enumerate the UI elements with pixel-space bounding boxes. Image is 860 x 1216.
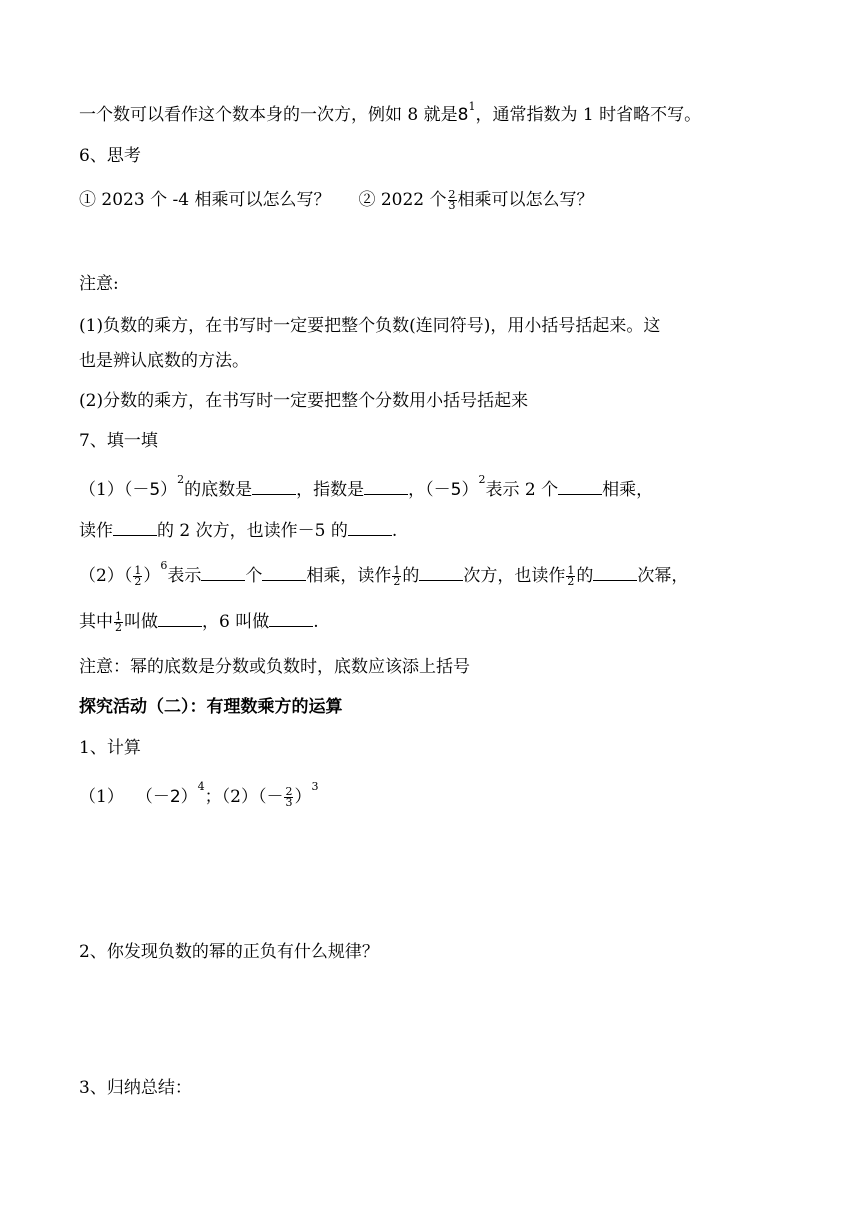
- heading-fill-in: 7、填一填: [79, 431, 158, 451]
- answer-blank[interactable]: [252, 480, 296, 495]
- answer-blank[interactable]: [113, 521, 157, 536]
- line-think-questions: [79, 190, 594, 211]
- answer-blank[interactable]: [593, 566, 637, 581]
- heading-think: 6、思考: [79, 146, 141, 166]
- power-base: 8: [457, 105, 469, 125]
- power-exponent: 1: [468, 100, 476, 113]
- question-6-1: ① 2023 个 -4 相乘可以怎么写？: [79, 190, 331, 210]
- answer-blank[interactable]: [262, 566, 306, 581]
- question-6-2: ② 2022 个 $\frac{2}{3}$ 相乘可以怎么写？: [358, 188, 594, 212]
- fraction-two-thirds: $\frac{2}{3}$: [285, 785, 293, 809]
- fraction-one-half: $\frac{1}{2}$: [393, 564, 401, 588]
- note-1-line-1: (1)负数的乘方，在书写时一定要把整个负数(连同符号)，用小括号括起来。这: [79, 316, 661, 336]
- note-label: 注意:: [79, 274, 119, 294]
- answer-blank[interactable]: [364, 480, 408, 495]
- fraction-two-thirds: $\frac{2}{3}$: [448, 188, 456, 212]
- fraction-one-half: $\frac{1}{2}$: [567, 564, 575, 588]
- answer-blank[interactable]: [201, 566, 245, 581]
- fill-1-line-2: 读作 的 2 次方，也读作－5 的 .: [79, 521, 398, 541]
- section-heading-activity-2: 探究活动（二）：有理数乘方的运算: [79, 697, 343, 717]
- answer-blank[interactable]: [419, 566, 463, 581]
- answer-blank[interactable]: [158, 612, 202, 627]
- fill-1-line-1: $(1)(-5)^2$的底数是 ，指数是 ，$(-5)^2$表示 2 个 相乘，: [79, 473, 654, 500]
- fill-2-line-2: 其中 $\frac{1}{2}$ 叫做 ，6 叫做 .: [79, 610, 319, 634]
- fill-2-line-1: （2）（ $\frac{1}{2}$ ）$^6$表示 个 相乘，读作 $\frac{1}{2}$ 的 次方，也读作 $\frac{1}{2}$ 的 次幂，: [79, 559, 689, 588]
- answer-blank[interactable]: [558, 480, 602, 495]
- note-3: 注意：幂的底数是分数或负数时，底数应该添上括号: [79, 657, 470, 677]
- question-pattern: 2、你发现负数的幂的正负有什么规律？: [79, 942, 379, 962]
- answer-blank[interactable]: [348, 521, 392, 536]
- fraction-one-half: $\frac{1}{2}$: [115, 610, 122, 634]
- line-first-power: 一个数可以看作这个数本身的一次方，例如 8 就是$8^1$，通常指数为 1 时省略不写。: [79, 100, 702, 125]
- answer-blank[interactable]: [269, 612, 313, 627]
- note-2: (2)分数的乘方，在书写时一定要把整个分数用小括号括起来: [79, 391, 529, 411]
- heading-summary: 3、归纳总结：: [79, 1078, 192, 1098]
- fraction-one-half: $\frac{1}{2}$: [134, 564, 142, 588]
- calc-expressions: （1） $(-2)^4$；（2）（－ $\frac{2}{3}$ ）$^3$: [79, 780, 319, 809]
- heading-calculate: 1、计算: [79, 738, 141, 758]
- note-1-line-2: 也是辨认底数的方法。: [79, 351, 249, 371]
